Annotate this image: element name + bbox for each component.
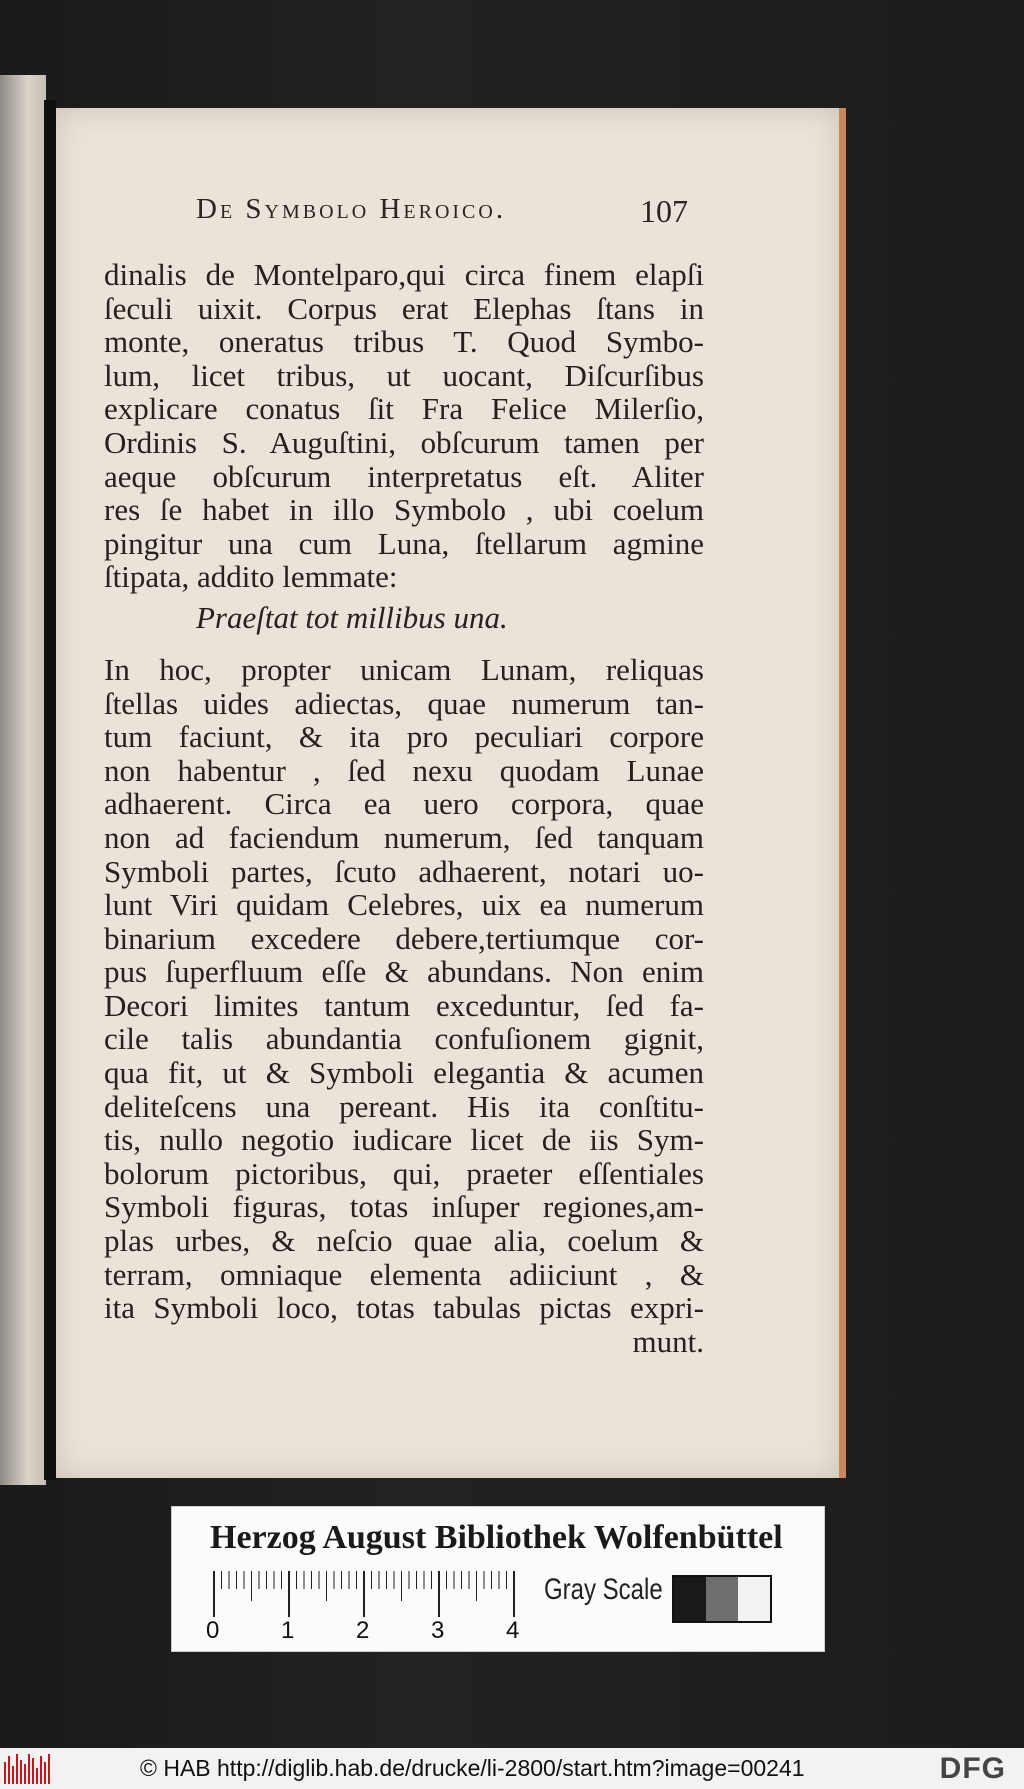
footer-bar [0,1748,1024,1789]
text-line: tis, nullo negotio iudicare licet de iis Sym- [104,1122,704,1158]
text-line: bolorum pictoribus, qui, praeter eſſentiales [104,1155,704,1191]
text-line: cile talis abundantia confuſionem gignit, [104,1021,704,1057]
ruler [212,1569,522,1617]
text-line: plas urbes, & neſcio quae alia, coelum & [104,1223,704,1259]
text-line: non ad faciendum numerum, ſed tanquam [104,819,704,855]
running-head: De Symbolo Heroico. [196,193,507,225]
text-line: terram, omniaque elementa adiiciunt , & [104,1256,704,1292]
ruler-number: 1 [281,1617,295,1644]
text-line: pingitur una cum Luna, ſtellarum agmine [104,525,704,561]
text-line: Decori limites tantum exceduntur, ſed fa- [104,987,704,1023]
color-target [171,1506,825,1652]
text-line: lum, licet tribus, ut uocant, Diſcurſibus [104,357,704,393]
catchword: munt. [632,1323,704,1359]
body-text [104,258,704,1358]
text-line: non habentur , ſed nexu quodam Lunae [104,752,704,788]
paragraph-after-motto [104,653,704,1325]
text-line: ſtellas uides adiectas, quae numerum tan- [104,685,704,721]
grayscale-swatch [738,1577,770,1621]
ruler-number: 2 [356,1617,370,1644]
paragraph-before-motto [104,258,704,594]
footer-copyright-link[interactable]: © HAB http://diglib.hab.de/drucke/li-2800/start.htm?image=00241 [140,1755,805,1781]
text-line: qua fit, ut & Symboli elegantia & acumen [104,1055,704,1091]
text-line: pus ſuperfluum eſſe & abundans. Non enim [104,954,704,990]
text-line: ſeculi uixit. Corpus erat Elephas ſtans in [104,290,704,326]
text-line: res ſe habet in illo Symbolo , ubi coelum [104,492,704,528]
text-line: In hoc, propter unicam Lunam, reliquas [104,651,704,687]
grayscale-swatch [706,1577,738,1621]
text-line: lunt Viri quidam Celebres, uix ea numerum [104,887,704,923]
library-name: Herzog August Bibliothek Wolfenbüttel [210,1519,783,1556]
text-line: aeque obſcurum interpretatus eſt. Aliter [104,458,704,494]
dfg-logo: DFG [939,1752,1006,1785]
text-line: Ordinis S. Auguſtini, obſcurum tamen per [104,424,704,460]
text-line: explicare conatus ſit Fra Felice Milerſio, [104,391,704,427]
text-line: binarium excedere debere,tertiumque cor- [104,920,704,956]
ruler-number: 3 [431,1617,445,1644]
grayscale-swatch [674,1577,706,1621]
text-line: deliteſcens una pereant. His ita conſtitu- [104,1088,704,1124]
text-line: dinalis de Montelparo,qui circa finem elapſi [104,257,704,292]
gutter-shadow [44,100,56,1480]
page-number: 107 [640,193,688,229]
previous-leaf [0,75,46,1485]
text-line: Symboli figuras, totas inſuper regiones,am- [104,1189,704,1225]
text-line: tum faciunt, & ita pro peculiari corpore [104,719,704,755]
book-page [56,108,846,1478]
motto: Praeſtat tot millibus una. [196,599,508,635]
ruler-number: 4 [506,1617,520,1644]
text-line: Symboli partes, ſcuto adhaerent, notari uo- [104,853,704,889]
text-line: ſtipata, addito lemmate: [104,559,398,595]
grayscale-label: Gray Scale [544,1573,663,1606]
grayscale-swatches [672,1575,772,1623]
text-line: monte, oneratus tribus T. Quod Symbo- [104,324,704,360]
hab-barcode-logo [4,1754,50,1784]
ruler-numbers [202,1617,532,1645]
text-line: adhaerent. Circa ea uero corpora, quae [104,786,704,822]
ruler-number: 0 [206,1617,220,1644]
text-line: ita Symboli loco, totas tabulas pictas expri- [104,1290,704,1326]
